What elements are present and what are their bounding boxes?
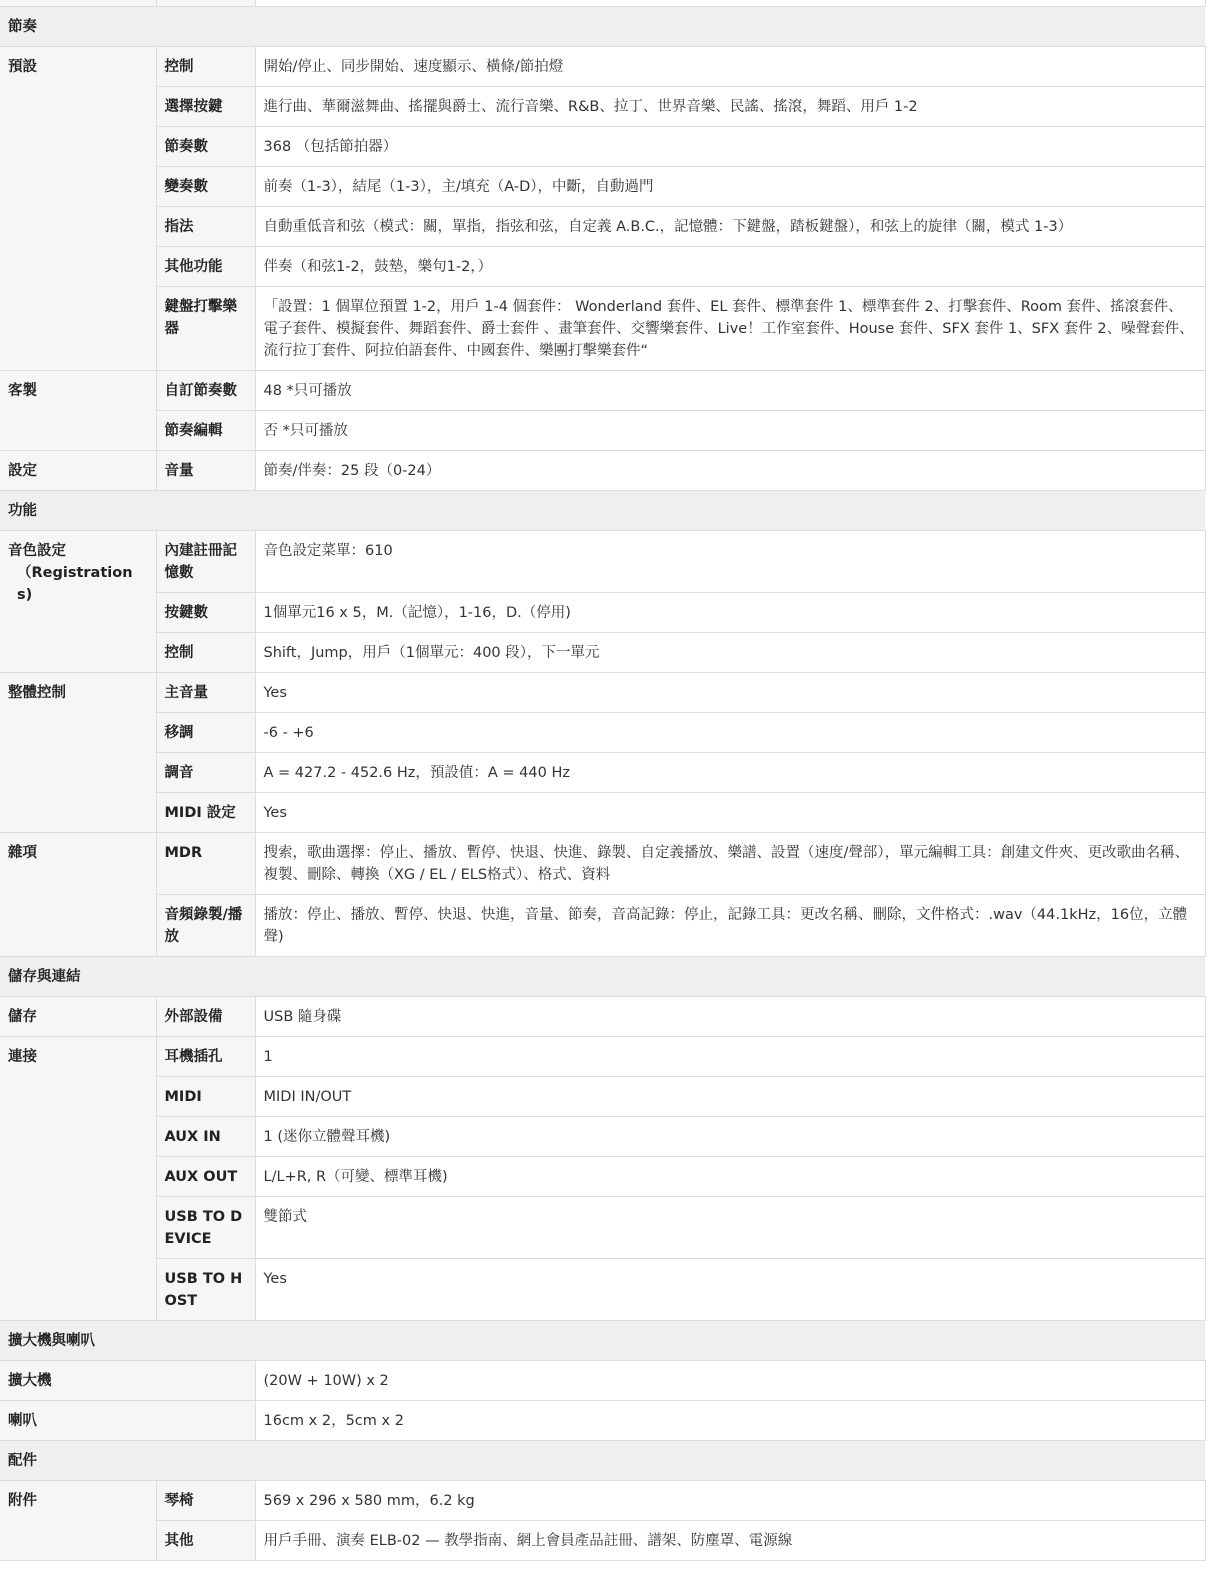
row-value: 368 （包括節拍器） — [255, 127, 1205, 167]
section-header-accessories — [0, 1441, 1205, 1481]
row-category: 連接 — [0, 1037, 156, 1321]
row-value: MIDI IN/OUT — [255, 1077, 1205, 1117]
section-title: 節奏 — [0, 7, 1205, 47]
row-value: 569 x 296 x 580 mm，6.2 kg — [255, 1481, 1205, 1521]
table-row — [0, 673, 1205, 713]
row-label: 控制 — [156, 633, 255, 673]
table-row — [0, 451, 1205, 491]
row-label: 主音量 — [156, 673, 255, 713]
table-row — [0, 1481, 1205, 1521]
table-row — [0, 247, 1205, 287]
table-row — [0, 1117, 1205, 1157]
row-value: Shift，Jump，用戶（1個單元：400 段），下一單元 — [255, 633, 1205, 673]
table-row — [0, 997, 1205, 1037]
row-value: 否 *只可播放 — [255, 411, 1205, 451]
row-label: 其他 — [156, 1521, 255, 1561]
row-label: MDR — [156, 833, 255, 895]
row-label: 鍵盤打擊樂器 — [156, 287, 255, 371]
row-value: Yes — [255, 1259, 1205, 1321]
row-label: 按鍵數 — [156, 593, 255, 633]
row-value: 開始/停止、同步開始、速度顯示、橫條/節拍燈 — [255, 47, 1205, 87]
row-category: 預設 — [0, 47, 156, 371]
row-value: 「設置：1 個單位預置 1-2，用戶 1-4 個套件： Wonderland 套件、EL 套件、標準套件 1、標準套件 2、打擊套件、Room 套件、搖滾套件、電子套件、模擬套件、舞蹈套件、爵士套件 、畫筆套件、交響樂套件、Live！工作室套件、House 套件、SFX 套件 1、SFX 套件 2、噪聲套件、流行拉丁套件、阿拉伯語套件、中國套件、樂團打擊樂套件“ — [255, 287, 1205, 371]
table-row — [0, 833, 1205, 895]
row-label: 擴大機 — [0, 1361, 255, 1401]
row-value: 自動重低音和弦（模式：關，單指，指弦和弦，自定義 A.B.C.，記憶體：下鍵盤，踏板鍵盤），和弦上的旋律（關，模式 1-3） — [255, 207, 1205, 247]
table-row — [0, 793, 1205, 833]
row-label: 音量 — [156, 451, 255, 491]
row-category: 附件 — [0, 1481, 156, 1561]
row-label: 節奏數 — [156, 127, 255, 167]
table-row — [0, 1401, 1205, 1441]
row-value: 48 *只可播放 — [255, 371, 1205, 411]
row-category: 設定 — [0, 451, 156, 491]
row-label: 耳機插孔 — [156, 1037, 255, 1077]
row-label: AUX IN — [156, 1117, 255, 1157]
row-label: 節奏編輯 — [156, 411, 255, 451]
table-row — [0, 531, 1205, 593]
section-title: 配件 — [0, 1441, 1205, 1481]
row-value: 1 (迷你立體聲耳機) — [255, 1117, 1205, 1157]
table-row — [0, 1157, 1205, 1197]
table-row — [0, 371, 1205, 411]
table-row — [0, 207, 1205, 247]
table-row — [0, 47, 1205, 87]
table-row — [0, 167, 1205, 207]
row-label: MIDI 設定 — [156, 793, 255, 833]
table-row — [0, 1077, 1205, 1117]
registration-sub-label: （Registrations) — [17, 565, 133, 603]
row-label: 調音 — [156, 753, 255, 793]
row-category: 整體控制 — [0, 673, 156, 833]
row-value: A = 427.2 - 452.6 Hz，預設值：A = 440 Hz — [255, 753, 1205, 793]
row-label: USB TO DEVICE — [156, 1197, 255, 1259]
table-row — [0, 1361, 1205, 1401]
row-value: (20W + 10W) x 2 — [255, 1361, 1205, 1401]
row-value: USB 隨身碟 — [255, 997, 1205, 1037]
row-label: 喇叭 — [0, 1401, 255, 1441]
table-row — [0, 1259, 1205, 1321]
row-label: AUX OUT — [156, 1157, 255, 1197]
row-label: 內建註冊記憶數 — [156, 531, 255, 593]
row-label: 自訂節奏數 — [156, 371, 255, 411]
row-value: Yes — [255, 793, 1205, 833]
row-label: 移調 — [156, 713, 255, 753]
row-value: -6 - +6 — [255, 713, 1205, 753]
table-row — [0, 411, 1205, 451]
row-value: L/L+R, R（可變、標準耳機) — [255, 1157, 1205, 1197]
table-row — [0, 593, 1205, 633]
row-value: 搜索，歌曲選擇：停止、播放、暫停、快退、快進、錄製、自定義播放、樂譜、設置（速度/聲部），單元編輯工具：創建文件夾、更改歌曲名稱、複製、刪除、轉換（XG / EL / ELS格式）、格式、資料 — [255, 833, 1205, 895]
section-title: 儲存與連結 — [0, 957, 1205, 997]
row-value: 進行曲、華爾滋舞曲、搖擺與爵士、流行音樂、R&B、拉丁、世界音樂、民謠、搖滾，舞蹈、用戶 1-2 — [255, 87, 1205, 127]
row-category: 雜項 — [0, 833, 156, 957]
table-row — [0, 753, 1205, 793]
row-value: 前奏（1-3），結尾（1-3），主/填充（A-D），中斷，自動過門 — [255, 167, 1205, 207]
row-label: USB TO HOST — [156, 1259, 255, 1321]
table-row — [0, 1521, 1205, 1561]
row-category — [0, 531, 156, 673]
row-value: 雙節式 — [255, 1197, 1205, 1259]
row-value: 伴奏（和弦1-2，鼓墊，樂句1-2，） — [255, 247, 1205, 287]
table-row — [0, 287, 1205, 371]
row-label: 音頻錄製/播放 — [156, 895, 255, 957]
row-value: 播放：停止、播放、暫停、快退、快進，音量、節奏，音高記錄：停止，記錄工具：更改名稱、刪除，文件格式：.wav（44.1kHz，16位，立體聲) — [255, 895, 1205, 957]
row-value: 1個單元16 x 5，M.（記憶），1-16，D.（停用) — [255, 593, 1205, 633]
section-header-storage — [0, 957, 1205, 997]
section-header-functions — [0, 491, 1205, 531]
table-row — [0, 127, 1205, 167]
table-row — [0, 713, 1205, 753]
row-label: 琴椅 — [156, 1481, 255, 1521]
section-header-amp — [0, 1321, 1205, 1361]
table-row — [0, 1197, 1205, 1259]
row-category: 客製 — [0, 371, 156, 451]
table-row — [0, 1037, 1205, 1077]
row-value: 1 — [255, 1037, 1205, 1077]
row-label: 外部設備 — [156, 997, 255, 1037]
section-title: 擴大機與喇叭 — [0, 1321, 1205, 1361]
row-label: 其他功能 — [156, 247, 255, 287]
registration-label: 音色設定 — [8, 543, 66, 559]
row-value: Yes — [255, 673, 1205, 713]
row-label: 選擇按鍵 — [156, 87, 255, 127]
row-value: 節奏/伴奏：25 段（0-24） — [255, 451, 1205, 491]
table-row — [0, 87, 1205, 127]
table-row — [0, 633, 1205, 673]
row-value: 用戶手冊、演奏 ELB-02 — 教學指南、網上會員產品註冊、譜架、防塵罩、電源線 — [255, 1521, 1205, 1561]
row-value: 16cm x 2，5cm x 2 — [255, 1401, 1205, 1441]
row-label: 控制 — [156, 47, 255, 87]
section-header-rhythm — [0, 7, 1205, 47]
row-label: 變奏數 — [156, 167, 255, 207]
row-label: 指法 — [156, 207, 255, 247]
section-title: 功能 — [0, 491, 1205, 531]
row-category: 儲存 — [0, 997, 156, 1037]
row-label: MIDI — [156, 1077, 255, 1117]
row-value: 音色設定菜單：610 — [255, 531, 1205, 593]
table-row — [0, 895, 1205, 957]
